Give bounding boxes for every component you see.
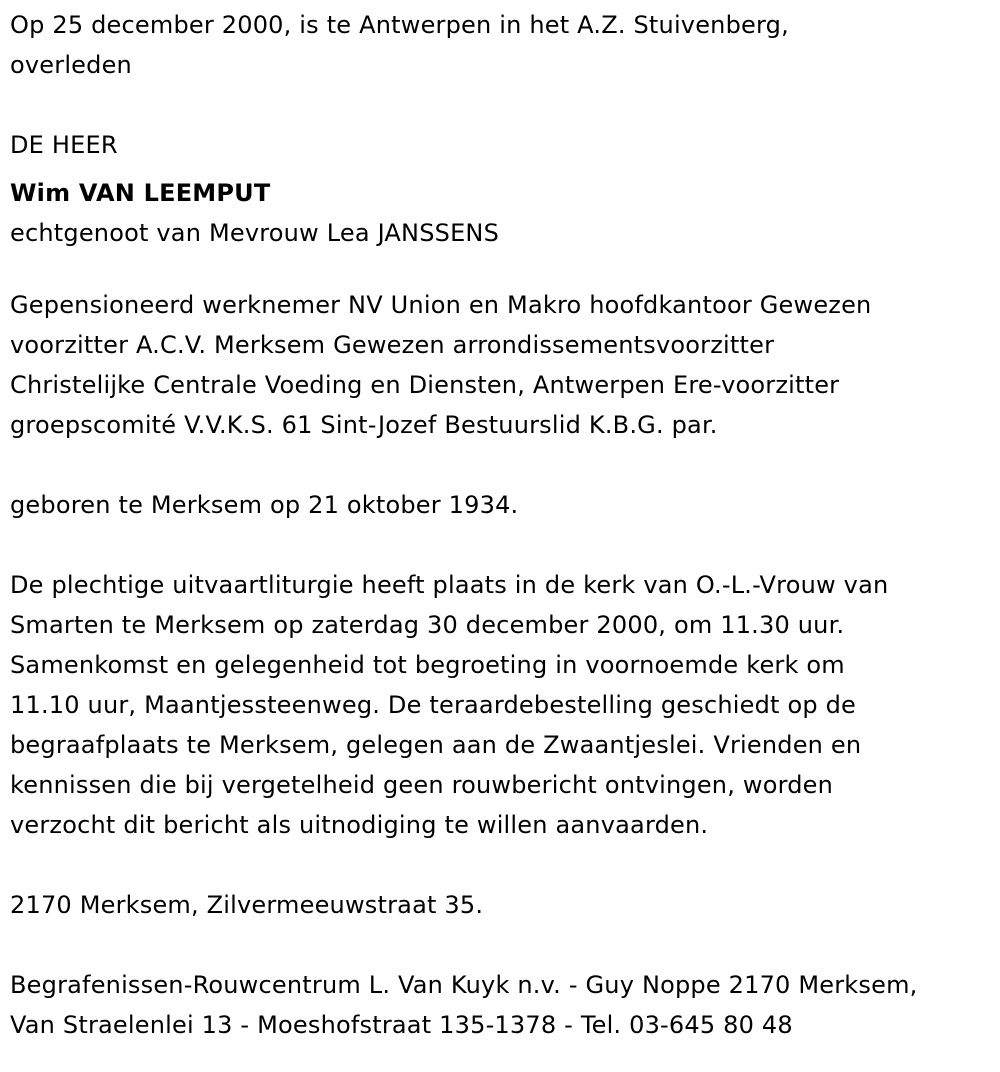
address-paragraph <box>10 885 995 925</box>
career-line: Christelijke Centrale Voeding en Diensten, Antwerpen Ere-voorzitter <box>10 371 840 399</box>
spouse-line: echtgenoot van Mevrouw Lea JANSSENS <box>10 219 500 247</box>
ceremony-line: verzocht dit bericht als uitnodiging te willen aanvaarden. <box>10 811 709 839</box>
birth-line: geboren te Merksem op 21 oktober 1934. <box>10 491 519 519</box>
ceremony-line: De plechtige uitvaartliturgie heeft plaats in de kerk van O.-L.-Vrouw van <box>10 571 889 599</box>
address-line: 2170 Merksem, Zilvermeeuwstraat 35. <box>10 891 484 919</box>
funeral-home-line: Van Straelenlei 13 - Moeshofstraat 135-1378 - Tel. 03-645 80 48 <box>10 1011 793 1039</box>
title-paragraph <box>10 125 995 253</box>
honorific-title: DE HEER <box>10 131 118 159</box>
intro-line: overleden <box>10 51 132 79</box>
ceremony-line: kennissen die bij vergetelheid geen rouwbericht ontvingen, worden <box>10 771 834 799</box>
funeral-home-paragraph <box>10 965 995 1045</box>
career-line: voorzitter A.C.V. Merksem Gewezen arrondissementsvoorzitter <box>10 331 775 359</box>
obituary-notice <box>10 0 995 1045</box>
intro-line: Op 25 december 2000, is te Antwerpen in het A.Z. Stuivenberg, <box>10 11 789 39</box>
birth-paragraph <box>10 485 995 525</box>
funeral-home-line: Begrafenissen-Rouwcentrum L. Van Kuyk n.v. - Guy Noppe 2170 Merksem, <box>10 971 918 999</box>
deceased-name: Wim VAN LEEMPUT <box>10 179 271 207</box>
career-line: Gepensioneerd werknemer NV Union en Makro hoofdkantoor Gewezen <box>10 291 872 319</box>
ceremony-paragraph <box>10 565 995 845</box>
career-paragraph <box>10 285 995 445</box>
ceremony-line: Samenkomst en gelegenheid tot begroeting in voornoemde kerk om <box>10 651 845 679</box>
ceremony-line: begraafplaats te Merksem, gelegen aan de Zwaantjeslei. Vrienden en <box>10 731 862 759</box>
intro-paragraph <box>10 5 995 85</box>
career-line: groepscomité V.V.K.S. 61 Sint-Jozef Bestuurslid K.B.G. par. <box>10 411 718 439</box>
ceremony-line: 11.10 uur, Maantjessteenweg. De teraardebestelling geschiedt op de <box>10 691 857 719</box>
ceremony-line: Smarten te Merksem op zaterdag 30 december 2000, om 11.30 uur. <box>10 611 845 639</box>
